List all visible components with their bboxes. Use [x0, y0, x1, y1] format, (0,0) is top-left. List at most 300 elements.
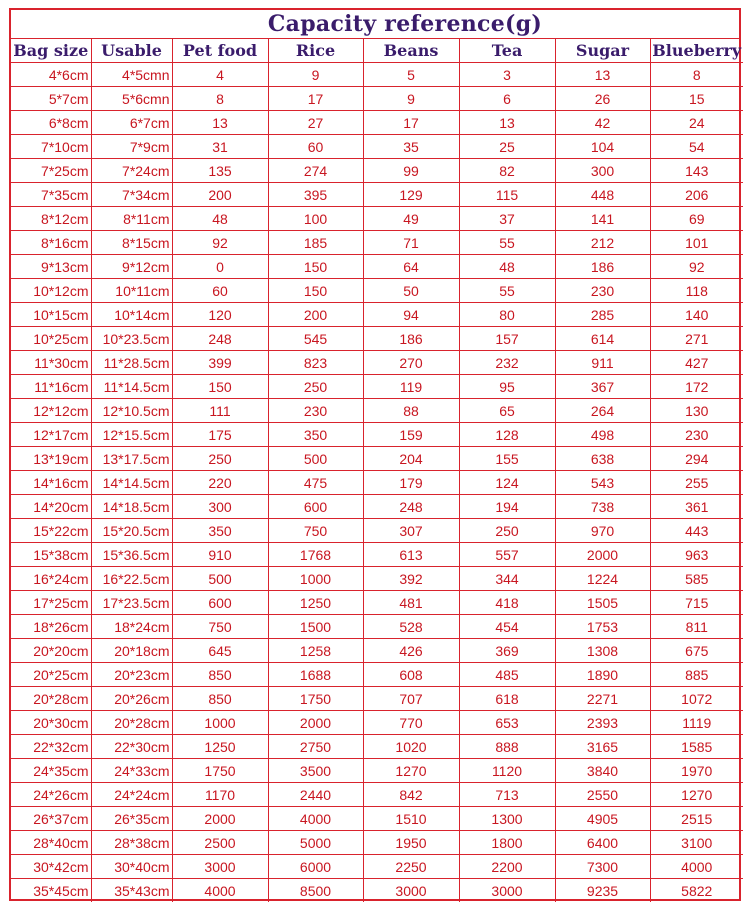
cell-tea: 1300 [459, 807, 555, 831]
cell-beans: 608 [363, 663, 459, 687]
cell-sugar: 264 [555, 399, 650, 423]
table-row [11, 519, 743, 543]
table-row [11, 831, 743, 855]
cell-bag-size: 24*35cm [11, 759, 91, 783]
cell-bag-size: 20*30cm [11, 711, 91, 735]
cell-bag-size: 15*38cm [11, 543, 91, 567]
table-row [11, 111, 743, 135]
cell-beans: 528 [363, 615, 459, 639]
cell-sugar: 2000 [555, 543, 650, 567]
cell-blueberry: 24 [650, 111, 743, 135]
cell-tea: 618 [459, 687, 555, 711]
table-row [11, 423, 743, 447]
cell-rice: 60 [268, 135, 363, 159]
cell-tea: 55 [459, 231, 555, 255]
cell-rice: 150 [268, 279, 363, 303]
cell-usable: 20*23cm [91, 663, 172, 687]
cell-beans: 186 [363, 327, 459, 351]
cell-tea: 250 [459, 519, 555, 543]
cell-bag-size: 26*37cm [11, 807, 91, 831]
table-row [11, 543, 743, 567]
cell-blueberry: 4000 [650, 855, 743, 879]
cell-usable: 18*24cm [91, 615, 172, 639]
cell-bag-size: 5*7cm [11, 87, 91, 111]
cell-rice: 185 [268, 231, 363, 255]
cell-bag-size: 11*30cm [11, 351, 91, 375]
table-row [11, 783, 743, 807]
cell-sugar: 13 [555, 63, 650, 87]
cell-tea: 2200 [459, 855, 555, 879]
cell-beans: 35 [363, 135, 459, 159]
cell-tea: 3 [459, 63, 555, 87]
cell-sugar: 2393 [555, 711, 650, 735]
table-row [11, 327, 743, 351]
cell-rice: 500 [268, 447, 363, 471]
cell-pet-food: 1750 [172, 759, 268, 783]
cell-pet-food: 2500 [172, 831, 268, 855]
table-row [11, 615, 743, 639]
cell-usable: 20*28cm [91, 711, 172, 735]
cell-usable: 7*34cm [91, 183, 172, 207]
cell-sugar: 911 [555, 351, 650, 375]
table-row [11, 303, 743, 327]
cell-usable: 7*24cm [91, 159, 172, 183]
cell-pet-food: 220 [172, 471, 268, 495]
cell-bag-size: 9*13cm [11, 255, 91, 279]
cell-pet-food: 500 [172, 567, 268, 591]
cell-bag-size: 15*22cm [11, 519, 91, 543]
cell-usable: 10*14cm [91, 303, 172, 327]
header-tea: Tea [459, 39, 555, 63]
cell-blueberry: 255 [650, 471, 743, 495]
cell-usable: 12*15.5cm [91, 423, 172, 447]
cell-pet-food: 60 [172, 279, 268, 303]
cell-bag-size: 11*16cm [11, 375, 91, 399]
cell-sugar: 1753 [555, 615, 650, 639]
cell-usable: 30*40cm [91, 855, 172, 879]
cell-rice: 8500 [268, 879, 363, 903]
header-blueberry: Blueberry [650, 39, 743, 63]
table-row [11, 807, 743, 831]
cell-rice: 27 [268, 111, 363, 135]
cell-beans: 270 [363, 351, 459, 375]
cell-pet-food: 850 [172, 687, 268, 711]
cell-beans: 1950 [363, 831, 459, 855]
cell-pet-food: 1250 [172, 735, 268, 759]
cell-beans: 1270 [363, 759, 459, 783]
cell-sugar: 367 [555, 375, 650, 399]
cell-usable: 24*24cm [91, 783, 172, 807]
cell-usable: 7*9cm [91, 135, 172, 159]
cell-usable: 12*10.5cm [91, 399, 172, 423]
cell-beans: 3000 [363, 879, 459, 903]
cell-blueberry: 271 [650, 327, 743, 351]
cell-usable: 9*12cm [91, 255, 172, 279]
cell-sugar: 9235 [555, 879, 650, 903]
cell-bag-size: 8*16cm [11, 231, 91, 255]
cell-beans: 613 [363, 543, 459, 567]
cell-pet-food: 1000 [172, 711, 268, 735]
cell-blueberry: 1270 [650, 783, 743, 807]
cell-bag-size: 20*25cm [11, 663, 91, 687]
cell-blueberry: 427 [650, 351, 743, 375]
cell-pet-food: 1170 [172, 783, 268, 807]
header-beans: Beans [363, 39, 459, 63]
cell-beans: 94 [363, 303, 459, 327]
cell-beans: 64 [363, 255, 459, 279]
cell-pet-food: 92 [172, 231, 268, 255]
cell-sugar: 738 [555, 495, 650, 519]
cell-blueberry: 118 [650, 279, 743, 303]
cell-beans: 99 [363, 159, 459, 183]
cell-sugar: 1308 [555, 639, 650, 663]
cell-rice: 350 [268, 423, 363, 447]
table-row [11, 135, 743, 159]
cell-blueberry: 963 [650, 543, 743, 567]
cell-bag-size: 20*20cm [11, 639, 91, 663]
table-row [11, 471, 743, 495]
cell-pet-food: 48 [172, 207, 268, 231]
cell-beans: 17 [363, 111, 459, 135]
cell-tea: 344 [459, 567, 555, 591]
cell-sugar: 42 [555, 111, 650, 135]
cell-pet-food: 2000 [172, 807, 268, 831]
cell-beans: 481 [363, 591, 459, 615]
cell-rice: 100 [268, 207, 363, 231]
header-pet-food: Pet food [172, 39, 268, 63]
cell-pet-food: 200 [172, 183, 268, 207]
cell-usable: 16*22.5cm [91, 567, 172, 591]
cell-beans: 307 [363, 519, 459, 543]
cell-tea: 13 [459, 111, 555, 135]
cell-sugar: 3165 [555, 735, 650, 759]
cell-blueberry: 206 [650, 183, 743, 207]
cell-usable: 10*23.5cm [91, 327, 172, 351]
cell-pet-food: 350 [172, 519, 268, 543]
table-row [11, 735, 743, 759]
cell-tea: 418 [459, 591, 555, 615]
table-row [11, 879, 743, 903]
cell-sugar: 2550 [555, 783, 650, 807]
cell-rice: 250 [268, 375, 363, 399]
cell-usable: 5*6cmn [91, 87, 172, 111]
cell-rice: 2750 [268, 735, 363, 759]
cell-beans: 204 [363, 447, 459, 471]
cell-sugar: 1890 [555, 663, 650, 687]
cell-tea: 37 [459, 207, 555, 231]
cell-rice: 1750 [268, 687, 363, 711]
cell-rice: 2440 [268, 783, 363, 807]
cell-sugar: 300 [555, 159, 650, 183]
cell-sugar: 212 [555, 231, 650, 255]
cell-pet-food: 135 [172, 159, 268, 183]
cell-sugar: 3840 [555, 759, 650, 783]
cell-sugar: 186 [555, 255, 650, 279]
cell-beans: 2250 [363, 855, 459, 879]
cell-tea: 55 [459, 279, 555, 303]
cell-usable: 13*17.5cm [91, 447, 172, 471]
cell-pet-food: 4000 [172, 879, 268, 903]
table-row [11, 567, 743, 591]
cell-beans: 49 [363, 207, 459, 231]
cell-usable: 17*23.5cm [91, 591, 172, 615]
table-row [11, 183, 743, 207]
cell-rice: 1500 [268, 615, 363, 639]
table-row [11, 207, 743, 231]
cell-pet-food: 850 [172, 663, 268, 687]
cell-tea: 25 [459, 135, 555, 159]
cell-usable: 14*14.5cm [91, 471, 172, 495]
table-row [11, 495, 743, 519]
cell-sugar: 1505 [555, 591, 650, 615]
cell-rice: 6000 [268, 855, 363, 879]
cell-bag-size: 8*12cm [11, 207, 91, 231]
cell-pet-food: 120 [172, 303, 268, 327]
cell-tea: 124 [459, 471, 555, 495]
table-row [11, 279, 743, 303]
table-row [11, 855, 743, 879]
cell-rice: 1688 [268, 663, 363, 687]
cell-bag-size: 17*25cm [11, 591, 91, 615]
capacity-sheet [9, 8, 741, 901]
cell-rice: 4000 [268, 807, 363, 831]
cell-bag-size: 30*42cm [11, 855, 91, 879]
cell-bag-size: 14*16cm [11, 471, 91, 495]
cell-usable: 20*26cm [91, 687, 172, 711]
cell-usable: 11*28.5cm [91, 351, 172, 375]
cell-beans: 1510 [363, 807, 459, 831]
cell-blueberry: 172 [650, 375, 743, 399]
cell-sugar: 614 [555, 327, 650, 351]
cell-sugar: 543 [555, 471, 650, 495]
header-sugar: Sugar [555, 39, 650, 63]
cell-pet-food: 300 [172, 495, 268, 519]
cell-pet-food: 4 [172, 63, 268, 87]
cell-sugar: 285 [555, 303, 650, 327]
cell-bag-size: 6*8cm [11, 111, 91, 135]
cell-bag-size: 12*12cm [11, 399, 91, 423]
cell-bag-size: 20*28cm [11, 687, 91, 711]
cell-tea: 713 [459, 783, 555, 807]
cell-rice: 3500 [268, 759, 363, 783]
header-usable: Usable [91, 39, 172, 63]
cell-rice: 150 [268, 255, 363, 279]
cell-beans: 392 [363, 567, 459, 591]
table-row [11, 399, 743, 423]
cell-blueberry: 69 [650, 207, 743, 231]
cell-rice: 1768 [268, 543, 363, 567]
cell-blueberry: 92 [650, 255, 743, 279]
table-row [11, 159, 743, 183]
cell-tea: 454 [459, 615, 555, 639]
cell-beans: 707 [363, 687, 459, 711]
cell-bag-size: 35*45cm [11, 879, 91, 903]
cell-beans: 88 [363, 399, 459, 423]
cell-usable: 15*20.5cm [91, 519, 172, 543]
cell-pet-food: 750 [172, 615, 268, 639]
cell-bag-size: 14*20cm [11, 495, 91, 519]
capacity-table [11, 39, 743, 902]
cell-rice: 9 [268, 63, 363, 87]
cell-rice: 545 [268, 327, 363, 351]
cell-blueberry: 140 [650, 303, 743, 327]
cell-tea: 369 [459, 639, 555, 663]
cell-bag-size: 7*25cm [11, 159, 91, 183]
cell-beans: 71 [363, 231, 459, 255]
cell-blueberry: 885 [650, 663, 743, 687]
cell-beans: 426 [363, 639, 459, 663]
cell-rice: 274 [268, 159, 363, 183]
cell-beans: 1020 [363, 735, 459, 759]
cell-sugar: 1224 [555, 567, 650, 591]
table-title: Capacity reference(g) [11, 10, 739, 39]
cell-pet-food: 248 [172, 327, 268, 351]
cell-bag-size: 7*10cm [11, 135, 91, 159]
cell-usable: 24*33cm [91, 759, 172, 783]
cell-tea: 157 [459, 327, 555, 351]
table-row [11, 591, 743, 615]
cell-rice: 230 [268, 399, 363, 423]
cell-tea: 194 [459, 495, 555, 519]
cell-tea: 1800 [459, 831, 555, 855]
cell-usable: 4*5cmn [91, 63, 172, 87]
cell-tea: 653 [459, 711, 555, 735]
cell-rice: 475 [268, 471, 363, 495]
cell-rice: 17 [268, 87, 363, 111]
cell-usable: 35*43cm [91, 879, 172, 903]
cell-blueberry: 443 [650, 519, 743, 543]
cell-blueberry: 675 [650, 639, 743, 663]
cell-blueberry: 5822 [650, 879, 743, 903]
cell-beans: 129 [363, 183, 459, 207]
cell-sugar: 104 [555, 135, 650, 159]
cell-tea: 557 [459, 543, 555, 567]
cell-beans: 248 [363, 495, 459, 519]
cell-tea: 232 [459, 351, 555, 375]
cell-blueberry: 811 [650, 615, 743, 639]
table-row [11, 63, 743, 87]
cell-usable: 11*14.5cm [91, 375, 172, 399]
table-row [11, 447, 743, 471]
cell-blueberry: 1072 [650, 687, 743, 711]
cell-usable: 10*11cm [91, 279, 172, 303]
cell-bag-size: 28*40cm [11, 831, 91, 855]
cell-sugar: 230 [555, 279, 650, 303]
cell-blueberry: 585 [650, 567, 743, 591]
cell-usable: 28*38cm [91, 831, 172, 855]
cell-blueberry: 715 [650, 591, 743, 615]
cell-blueberry: 2515 [650, 807, 743, 831]
header-row [11, 39, 743, 63]
cell-beans: 179 [363, 471, 459, 495]
cell-blueberry: 8 [650, 63, 743, 87]
cell-sugar: 6400 [555, 831, 650, 855]
cell-rice: 1258 [268, 639, 363, 663]
cell-tea: 82 [459, 159, 555, 183]
cell-blueberry: 1119 [650, 711, 743, 735]
cell-usable: 26*35cm [91, 807, 172, 831]
cell-bag-size: 13*19cm [11, 447, 91, 471]
cell-sugar: 26 [555, 87, 650, 111]
cell-sugar: 498 [555, 423, 650, 447]
cell-usable: 22*30cm [91, 735, 172, 759]
cell-pet-food: 111 [172, 399, 268, 423]
table-row [11, 711, 743, 735]
cell-bag-size: 4*6cm [11, 63, 91, 87]
cell-tea: 888 [459, 735, 555, 759]
cell-usable: 20*18cm [91, 639, 172, 663]
cell-pet-food: 31 [172, 135, 268, 159]
cell-pet-food: 150 [172, 375, 268, 399]
cell-sugar: 4905 [555, 807, 650, 831]
cell-rice: 200 [268, 303, 363, 327]
cell-tea: 485 [459, 663, 555, 687]
cell-usable: 6*7cm [91, 111, 172, 135]
cell-blueberry: 54 [650, 135, 743, 159]
cell-pet-food: 175 [172, 423, 268, 447]
cell-tea: 155 [459, 447, 555, 471]
table-row [11, 759, 743, 783]
cell-bag-size: 18*26cm [11, 615, 91, 639]
cell-pet-food: 600 [172, 591, 268, 615]
cell-rice: 600 [268, 495, 363, 519]
cell-rice: 5000 [268, 831, 363, 855]
cell-bag-size: 10*25cm [11, 327, 91, 351]
cell-beans: 770 [363, 711, 459, 735]
cell-blueberry: 1970 [650, 759, 743, 783]
cell-beans: 842 [363, 783, 459, 807]
table-row [11, 351, 743, 375]
cell-rice: 1250 [268, 591, 363, 615]
cell-blueberry: 294 [650, 447, 743, 471]
cell-bag-size: 7*35cm [11, 183, 91, 207]
cell-tea: 6 [459, 87, 555, 111]
header-bag-size: Bag size [11, 39, 91, 63]
cell-blueberry: 230 [650, 423, 743, 447]
table-row [11, 255, 743, 279]
cell-usable: 8*11cm [91, 207, 172, 231]
table-row [11, 687, 743, 711]
cell-usable: 14*18.5cm [91, 495, 172, 519]
cell-rice: 395 [268, 183, 363, 207]
cell-blueberry: 1585 [650, 735, 743, 759]
cell-rice: 750 [268, 519, 363, 543]
cell-pet-food: 645 [172, 639, 268, 663]
cell-pet-food: 8 [172, 87, 268, 111]
cell-usable: 15*36.5cm [91, 543, 172, 567]
cell-sugar: 638 [555, 447, 650, 471]
cell-bag-size: 12*17cm [11, 423, 91, 447]
cell-rice: 823 [268, 351, 363, 375]
cell-bag-size: 24*26cm [11, 783, 91, 807]
cell-bag-size: 10*15cm [11, 303, 91, 327]
cell-beans: 5 [363, 63, 459, 87]
cell-blueberry: 3100 [650, 831, 743, 855]
cell-tea: 48 [459, 255, 555, 279]
cell-tea: 65 [459, 399, 555, 423]
table-row [11, 375, 743, 399]
table-row [11, 663, 743, 687]
table-row [11, 231, 743, 255]
table-row [11, 87, 743, 111]
cell-pet-food: 910 [172, 543, 268, 567]
cell-tea: 115 [459, 183, 555, 207]
cell-pet-food: 399 [172, 351, 268, 375]
table-row [11, 639, 743, 663]
cell-sugar: 970 [555, 519, 650, 543]
cell-blueberry: 143 [650, 159, 743, 183]
cell-bag-size: 16*24cm [11, 567, 91, 591]
